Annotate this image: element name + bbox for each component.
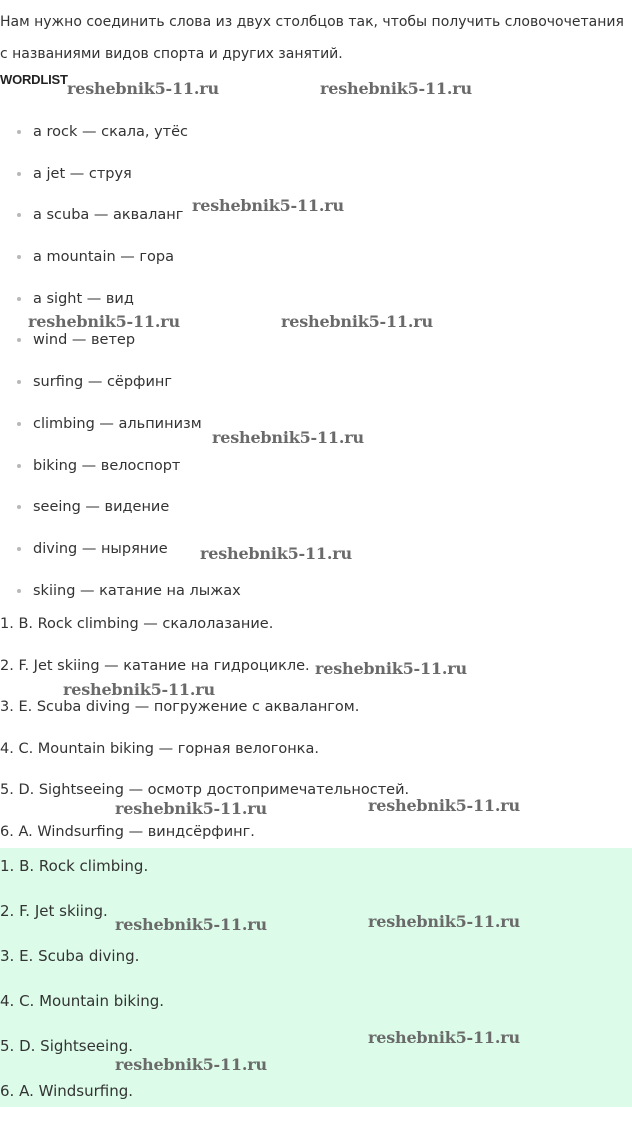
watermark: reshebnik5-11.ru [368,796,520,815]
short-answer-item: 6. A. Windsurfing. [0,1082,134,1100]
short-answer-item: 3. E. Scuba diving. [0,947,140,965]
watermark: reshebnik5-11.ru [281,312,433,331]
answer-item: 4. C. Mountain biking — горная велогонка. [0,740,319,757]
watermark: reshebnik5-11.ru [28,312,180,331]
wordlist-item: a sight — вид [0,284,241,326]
wordlist-item: a rock — скала, утёс [0,117,241,159]
short-answer-item: 5. D. Sightseeing. [0,1037,134,1055]
short-answers-list [0,853,164,1123]
answer-item: 5. D. Sightseeing — осмотр достопримечательностей. [0,782,410,799]
wordlist-item: a scuba — акваланг [0,200,241,242]
watermark: reshebnik5-11.ru [115,1055,267,1074]
wordlist-item: skiing — катание на лыжах [0,576,241,618]
answer-item: 3. E. Scuba diving — погружение с аквалангом. [0,699,360,716]
watermark: reshebnik5-11.ru [368,912,520,931]
wordlist [0,117,241,617]
wordlist-heading: WORDLIST [0,72,68,87]
watermark: reshebnik5-11.ru [115,915,267,934]
task-description: Нам нужно соединить слова из двух столбцов так, чтобы получить словочочетания с названиями видов спорта и других занятий. [0,14,624,62]
wordlist-item: climbing — альпинизм [0,409,241,451]
watermark: reshebnik5-11.ru [192,196,344,215]
answer-item: 1. B. Rock climbing — скалолазание. [0,616,274,632]
answers-list [0,611,409,861]
watermark: reshebnik5-11.ru [67,79,219,98]
wordlist-item: seeing — видение [0,492,241,534]
answer-item: 2. F. Jet skiing — катание на гидроцикле. [0,657,310,674]
short-answer-item: 4. C. Mountain biking. [0,992,165,1010]
wordlist-item: diving — ныряние [0,534,241,576]
watermark: reshebnik5-11.ru [320,79,472,98]
answer-item: 6. A. Windsurfing — виндсёрфинг. [0,823,255,840]
wordlist-item: a jet — струя [0,159,241,201]
short-answer-item: 1. B. Rock climbing. [0,857,149,875]
wordlist-item: biking — велоспорт [0,451,241,493]
watermark: reshebnik5-11.ru [212,428,364,447]
watermark: reshebnik5-11.ru [200,544,352,563]
watermark: reshebnik5-11.ru [368,1028,520,1047]
wordlist-item: a mountain — гора [0,242,241,284]
wordlist-item: surfing — сёрфинг [0,367,241,409]
watermark: reshebnik5-11.ru [315,659,467,678]
watermark: reshebnik5-11.ru [115,799,267,818]
watermark: reshebnik5-11.ru [63,680,215,699]
wordlist-item: wind — ветер [0,325,241,367]
short-answer-item: 2. F. Jet skiing. [0,902,108,920]
